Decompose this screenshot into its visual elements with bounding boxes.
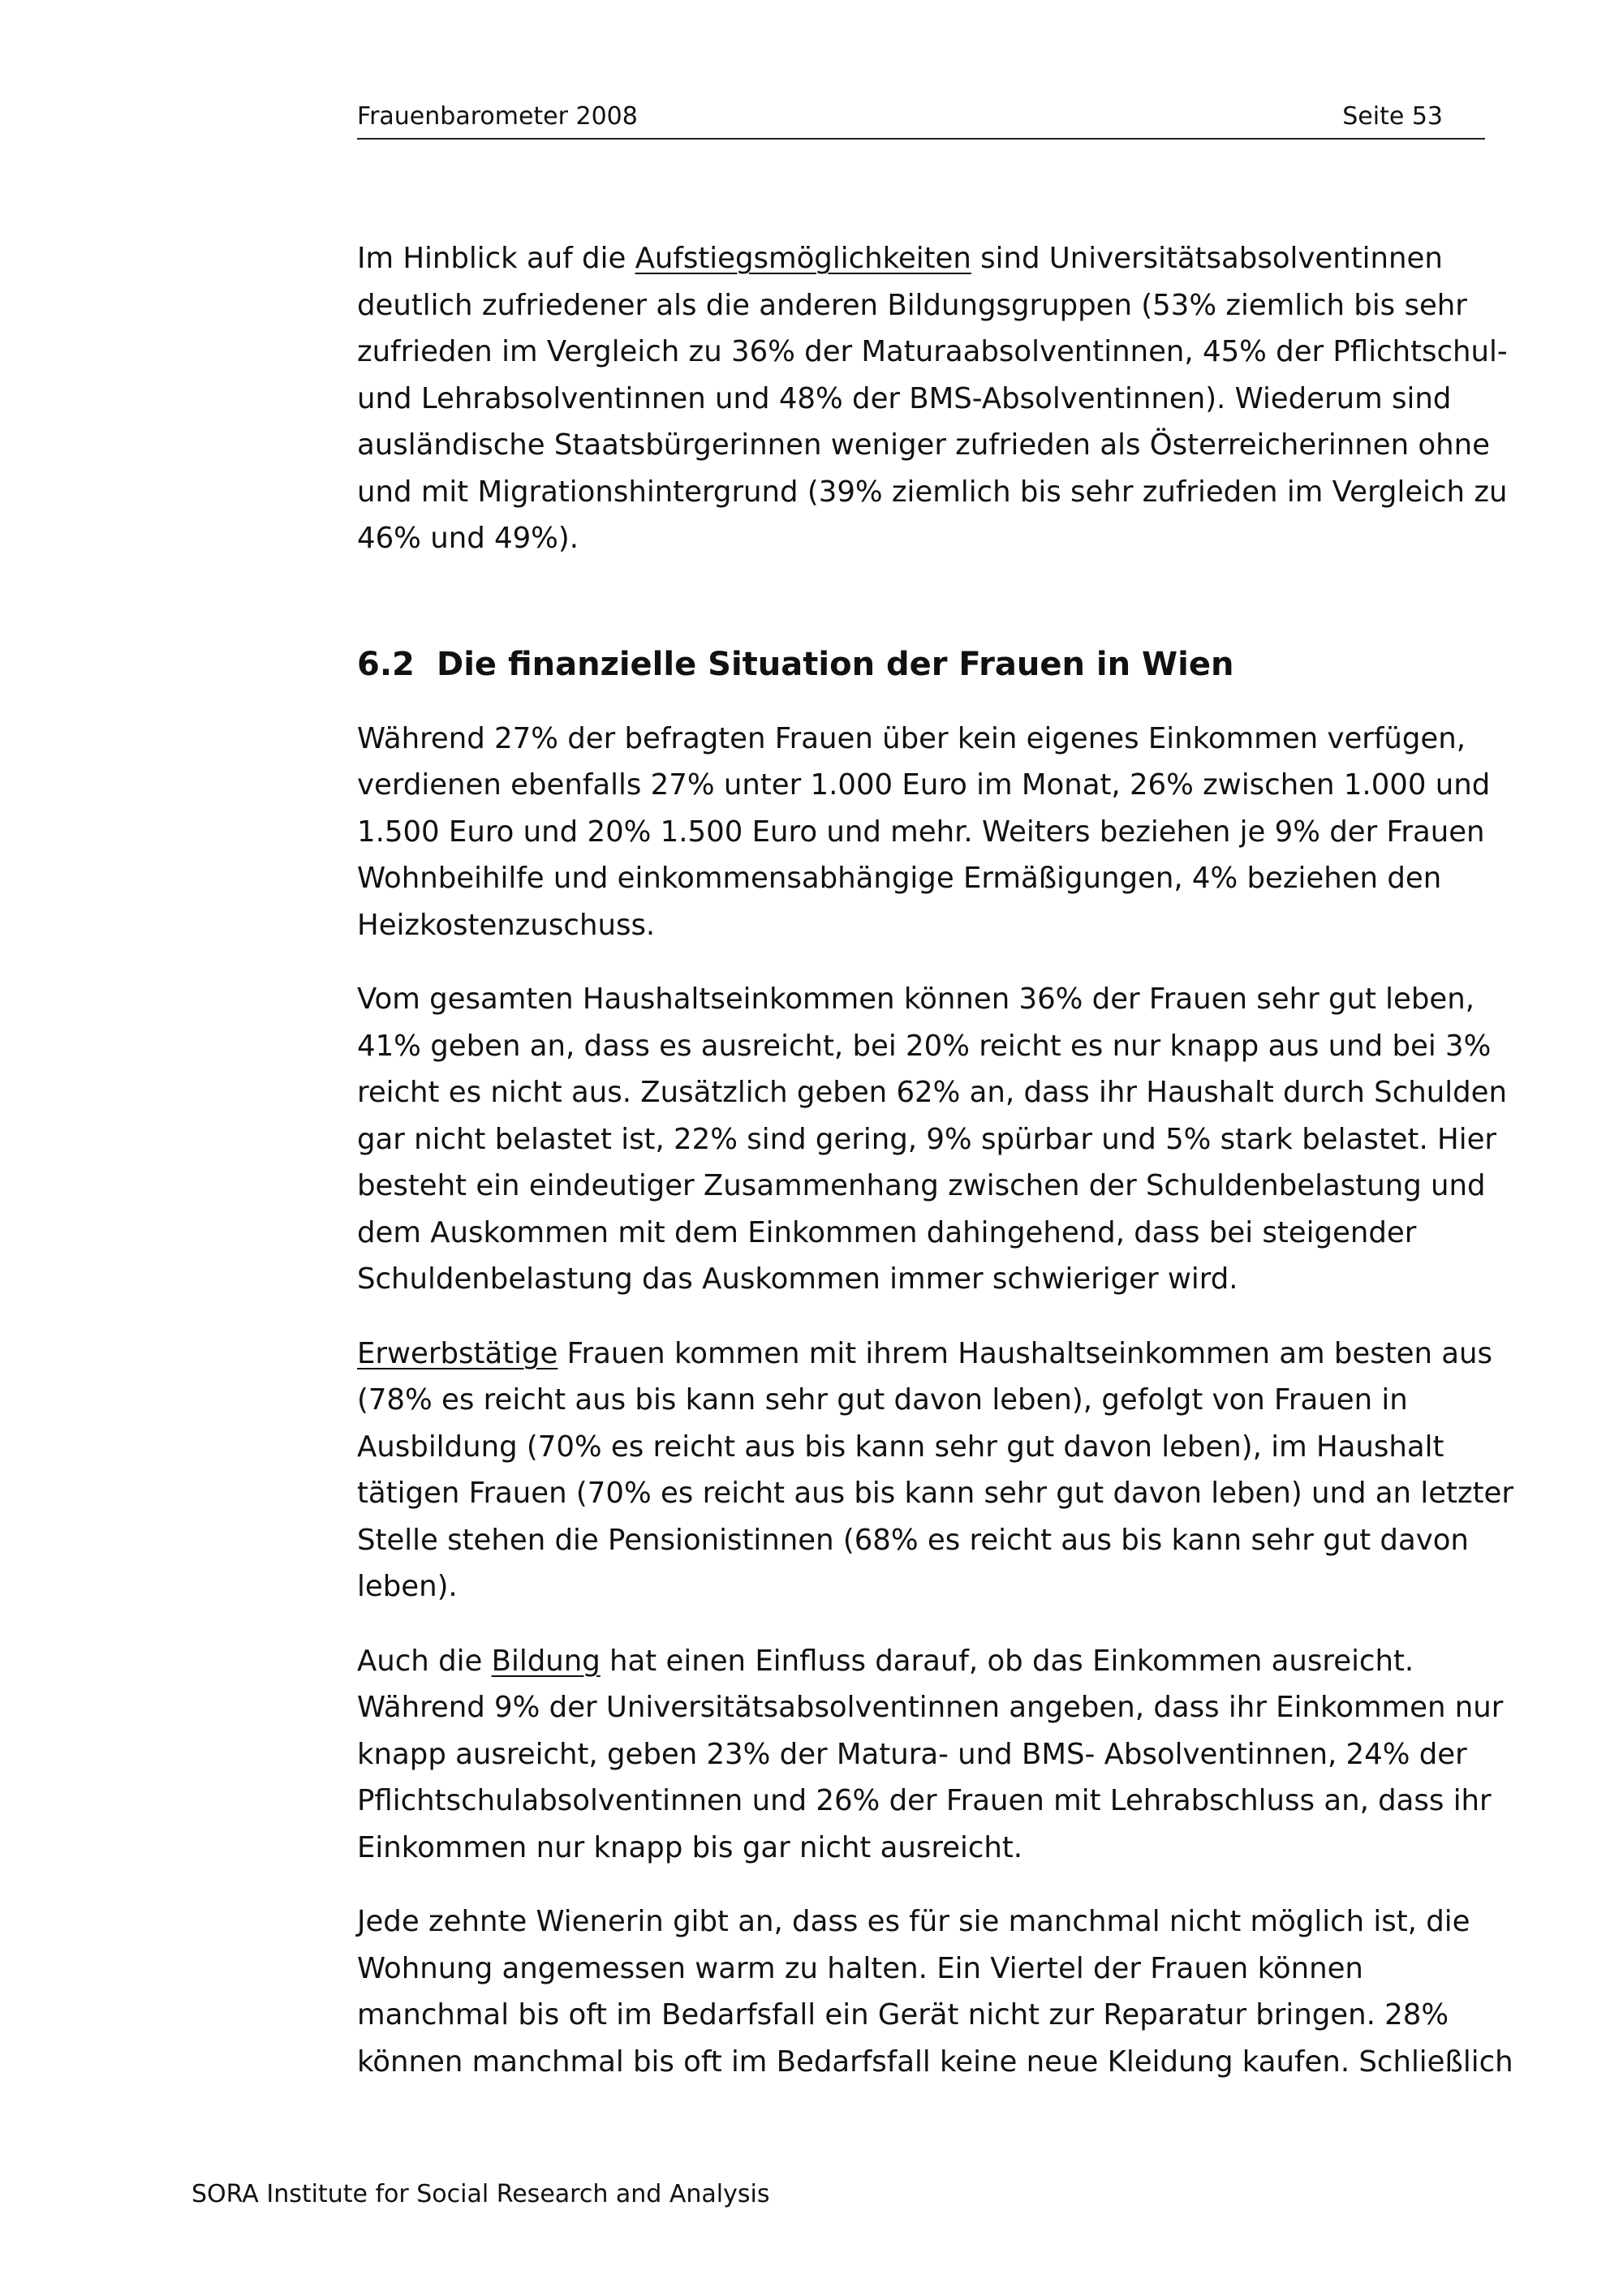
text-line: Schuldenbelastung das Auskommen immer schwieriger wird. [357,1262,1238,1296]
paragraph-erwerbstaetige [357,1331,1513,1610]
text-line: deutlich zufriedener als die anderen Bildungsgruppen (53% ziemlich bis sehr [357,288,1467,322]
paragraph-aufstieg [357,235,1508,562]
text-line: (78% es reicht aus bis kann sehr gut davon leben), gefolgt von Frauen in [357,1383,1408,1417]
page-header [357,101,1485,140]
text-line: Ausbildung (70% es reicht aus bis kann sehr gut davon leben), im Haushalt [357,1430,1444,1464]
text-line: verdienen ebenfalls 27% unter 1.000 Euro im Monat, 26% zwischen 1.000 und [357,768,1491,802]
text-line: Vom gesamten Haushaltseinkommen können 36% der Frauen sehr gut leben, [357,982,1475,1016]
text-line: Jede zehnte Wienerin gibt an, dass es für sie manchmal nicht möglich ist, die [357,1905,1470,1938]
text-line: besteht ein eindeutiger Zusammenhang zwischen der Schuldenbelastung und [357,1169,1486,1202]
text-line: und Lehrabsolventinnen und 48% der BMS-Absolventinnen). Wiederum sind [357,381,1452,415]
text-line: Heizkostenzuschuss. [357,908,656,942]
text-line: können manchmal bis oft im Bedarfsfall keine neue Kleidung kaufen. Schließlich [357,2044,1513,2079]
paragraph-wohnung [357,1898,1513,2085]
section-number: 6.2 [357,645,415,683]
underlined-term: Aufstiegsmöglichkeiten [635,242,971,275]
text-line: 1.500 Euro und 20% 1.500 Euro und mehr. Weiters beziehen je 9% der Frauen [357,815,1485,849]
text-line: reicht es nicht aus. Zusätzlich geben 62% an, dass ihr Haushalt durch Schulden [357,1076,1507,1109]
text-line: Stelle stehen die Pensionistinnen (68% es reicht aus bis kann sehr gut davon [357,1523,1469,1557]
underlined-term: Bildung [491,1644,601,1678]
text-line: knapp ausreicht, geben 23% der Matura- und BMS- Absolventinnen, 24% der [357,1737,1467,1771]
header-title: Frauenbarometer 2008 [357,102,638,131]
page-footer: SORA Institute for Social Research and Analysis [192,2180,770,2208]
text-line: und mit Migrationshintergrund (39% ziemlich bis sehr zufrieden im Vergleich zu [357,475,1508,509]
text-line: Im Hinblick auf die Aufstiegsmöglichkeiten sind Universitätsabsolventinnen [357,242,1443,275]
section-title: Die finanzielle Situation der Frauen in Wien [437,645,1234,683]
page-number: Seite 53 [1342,102,1443,131]
text-line: manchmal bis oft im Bedarfsfall ein Gerät nicht zur Reparatur bringen. 28% [357,1998,1449,2032]
text-line: Erwerbstätige Frauen kommen mit ihrem Haushaltseinkommen am besten aus [357,1336,1493,1370]
text-line: Wohnbeihilfe und einkommensabhängige Ermäßigungen, 4% beziehen den [357,862,1442,895]
text-line: Pflichtschulabsolventinnen und 26% der Frauen mit Lehrabschluss an, dass ihr [357,1784,1492,1817]
text-line: ausländische Staatsbürgerinnen weniger zufrieden als Österreicherinnen ohne [357,428,1490,462]
section-heading [357,642,1485,687]
underlined-term: Erwerbstätige [357,1336,558,1370]
text-line: Während 27% der befragten Frauen über kein eigenes Einkommen verfügen, [357,721,1466,755]
paragraph-haushaltseinkommen [357,976,1507,1303]
paragraph-bildung [357,1638,1504,1872]
text-line: Auch die Bildung hat einen Einfluss darauf, ob das Einkommen ausreicht. [357,1644,1414,1678]
paragraph-einkommen [357,716,1491,949]
text-line: Während 9% der Universitätsabsolventinnen angeben, dass ihr Einkommen nur [357,1691,1504,1724]
text-line: gar nicht belastet ist, 22% sind gering, 9% spürbar und 5% stark belastet. Hier [357,1122,1497,1156]
text-line: tätigen Frauen (70% es reicht aus bis kann sehr gut davon leben) und an letzter [357,1477,1513,1510]
text-line: Wohnung angemessen warm zu halten. Ein Viertel der Frauen können [357,1951,1363,1985]
text-line: leben). [357,1570,458,1603]
text-line: Einkommen nur knapp bis gar nicht ausreicht. [357,1830,1023,1864]
text-line: zufrieden im Vergleich zu 36% der Maturaabsolventinnen, 45% der Pflichtschul- [357,335,1508,368]
text-line: dem Auskommen mit dem Einkommen dahingehend, dass bei steigender [357,1215,1417,1249]
page-content [357,235,1513,2085]
text-line: 41% geben an, dass es ausreicht, bei 20% reicht es nur knapp aus und bei 3% [357,1029,1492,1063]
text-line: 46% und 49%). [357,522,579,555]
